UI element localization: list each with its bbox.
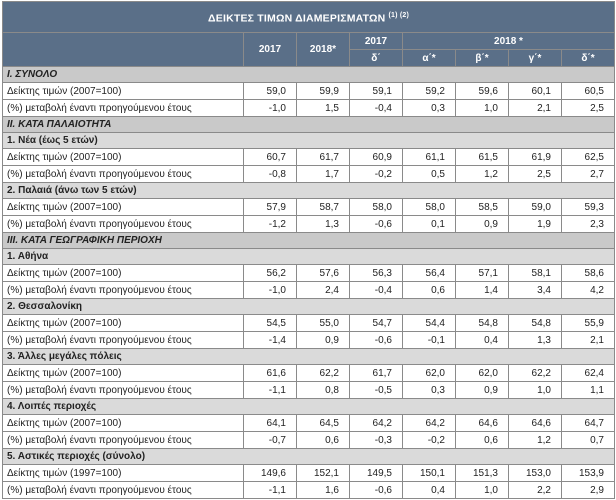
- table-row: [3, 432, 615, 449]
- value-cell: 64,5: [297, 415, 350, 432]
- value-cell: 3,4: [509, 282, 562, 299]
- value-cell: 58,7: [297, 199, 350, 216]
- value-cell: 0,3: [403, 382, 456, 399]
- value-cell: 61,7: [297, 149, 350, 166]
- value-cell: 1,0: [456, 482, 509, 499]
- row-label: Δείκτης τιμών (2007=100): [3, 415, 244, 432]
- value-cell: 54,4: [403, 315, 456, 332]
- value-cell: -1,2: [244, 216, 297, 233]
- table-row: [3, 332, 615, 349]
- apartment-price-index-table: [2, 1, 615, 499]
- value-cell: 55,0: [297, 315, 350, 332]
- header-blank: [3, 33, 244, 67]
- value-cell: -1,4: [244, 332, 297, 349]
- value-cell: 0,8: [297, 382, 350, 399]
- subsection-new: 1. Νέα (έως 5 ετών): [3, 133, 615, 149]
- table-row: [3, 216, 615, 233]
- title-footnote-ref: (1) (2): [388, 11, 409, 19]
- value-cell: -0,5: [350, 382, 403, 399]
- value-cell: 58,6: [562, 265, 615, 282]
- table-title-text: ΔΕΙΚΤΕΣ ΤΙΜΩΝ ΔΙΑΜΕΡΙΣΜΑΤΩΝ: [208, 12, 386, 25]
- value-cell: 2,1: [509, 100, 562, 117]
- value-cell: 54,7: [350, 315, 403, 332]
- col-q3-2018: γ΄*: [509, 50, 562, 67]
- value-cell: 61,9: [509, 149, 562, 166]
- value-cell: 64,2: [403, 415, 456, 432]
- value-cell: 58,0: [403, 199, 456, 216]
- value-cell: 1,0: [509, 382, 562, 399]
- row-label: (%) μεταβολή έναντι προηγούμενου έτους: [3, 382, 244, 399]
- value-cell: 2,7: [562, 166, 615, 183]
- col-2017: 2017: [244, 33, 297, 67]
- row-label: (%) μεταβολή έναντι προηγούμενου έτους: [3, 100, 244, 117]
- value-cell: 58,5: [456, 199, 509, 216]
- subsection-athens: 1. Αθήνα: [3, 249, 615, 265]
- col-q4-2017: δ΄: [350, 50, 403, 67]
- value-cell: 59,2: [403, 83, 456, 100]
- value-cell: -0,3: [350, 432, 403, 449]
- value-cell: 1,0: [456, 100, 509, 117]
- row-label: Δείκτης τιμών (2007=100): [3, 315, 244, 332]
- value-cell: 62,5: [562, 149, 615, 166]
- subsection-other-cities: 3. Άλλες μεγάλες πόλεις: [3, 349, 615, 365]
- value-cell: 60,9: [350, 149, 403, 166]
- row-label: (%) μεταβολή έναντι προηγούμενου έτους: [3, 332, 244, 349]
- value-cell: 64,7: [562, 415, 615, 432]
- value-cell: 62,4: [562, 365, 615, 382]
- table-row: [3, 465, 615, 482]
- col-q1-2018: α΄*: [403, 50, 456, 67]
- value-cell: 59,3: [562, 199, 615, 216]
- value-cell: 2,1: [562, 332, 615, 349]
- value-cell: 0,3: [403, 100, 456, 117]
- value-cell: 54,5: [244, 315, 297, 332]
- value-cell: 1,6: [297, 482, 350, 499]
- value-cell: 62,0: [456, 365, 509, 382]
- value-cell: -1,0: [244, 282, 297, 299]
- table-row: [3, 282, 615, 299]
- row-label: Δείκτης τιμών (2007=100): [3, 265, 244, 282]
- subsection-urban: 5. Αστικές περιοχές (σύνολο): [3, 449, 615, 465]
- table-row: [3, 382, 615, 399]
- value-cell: -0,6: [350, 332, 403, 349]
- section-total: I. ΣΥΝΟΛΟ: [3, 67, 615, 83]
- row-label: Δείκτης τιμών (2007=100): [3, 83, 244, 100]
- value-cell: 57,6: [297, 265, 350, 282]
- value-cell: 54,8: [456, 315, 509, 332]
- value-cell: 59,0: [244, 83, 297, 100]
- row-label: (%) μεταβολή έναντι προηγούμενου έτους: [3, 482, 244, 499]
- value-cell: 4,2: [562, 282, 615, 299]
- value-cell: 0,9: [456, 216, 509, 233]
- section-by-region: III. ΚΑΤΑ ΓΕΩΓΡΑΦΙΚΗ ΠΕΡΙΟΧΗ: [3, 233, 615, 249]
- value-cell: 1,1: [562, 382, 615, 399]
- value-cell: 2,9: [562, 482, 615, 499]
- table-row: [3, 265, 615, 282]
- price-index-table-wrapper: [2, 1, 614, 499]
- value-cell: 153,0: [509, 465, 562, 482]
- value-cell: -0,2: [350, 166, 403, 183]
- table-row: [3, 365, 615, 382]
- value-cell: 62,2: [509, 365, 562, 382]
- row-label: Δείκτης τιμών (2007=100): [3, 199, 244, 216]
- value-cell: -0,8: [244, 166, 297, 183]
- value-cell: 0,7: [562, 432, 615, 449]
- table-row: [3, 199, 615, 216]
- value-cell: -0,6: [350, 482, 403, 499]
- section-by-age: II. ΚΑΤΑ ΠΑΛΑΙΟΤΗΤΑ: [3, 117, 615, 133]
- value-cell: 149,6: [244, 465, 297, 482]
- value-cell: 1,9: [509, 216, 562, 233]
- row-label: Δείκτης τιμών (2007=100): [3, 365, 244, 382]
- value-cell: 62,0: [403, 365, 456, 382]
- value-cell: 56,4: [403, 265, 456, 282]
- col-2018-quarters: 2018 *: [403, 33, 615, 50]
- row-label: Δείκτης τιμών (2007=100): [3, 149, 244, 166]
- value-cell: 149,5: [350, 465, 403, 482]
- value-cell: 1,2: [456, 166, 509, 183]
- value-cell: 1,2: [509, 432, 562, 449]
- value-cell: 59,1: [350, 83, 403, 100]
- value-cell: 57,1: [456, 265, 509, 282]
- value-cell: -0,2: [403, 432, 456, 449]
- value-cell: 2,5: [562, 100, 615, 117]
- value-cell: 60,7: [244, 149, 297, 166]
- value-cell: 1,3: [509, 332, 562, 349]
- value-cell: -0,6: [350, 216, 403, 233]
- value-cell: 0,4: [403, 482, 456, 499]
- value-cell: 61,7: [350, 365, 403, 382]
- value-cell: 0,4: [456, 332, 509, 349]
- value-cell: 2,3: [562, 216, 615, 233]
- value-cell: 0,1: [403, 216, 456, 233]
- value-cell: 57,9: [244, 199, 297, 216]
- value-cell: 56,3: [350, 265, 403, 282]
- value-cell: 56,2: [244, 265, 297, 282]
- value-cell: 1,3: [297, 216, 350, 233]
- value-cell: 64,1: [244, 415, 297, 432]
- value-cell: 0,6: [456, 432, 509, 449]
- value-cell: 1,5: [297, 100, 350, 117]
- table-row: [3, 315, 615, 332]
- value-cell: 64,6: [456, 415, 509, 432]
- value-cell: 0,6: [403, 282, 456, 299]
- value-cell: 0,6: [297, 432, 350, 449]
- table-row: [3, 83, 615, 100]
- row-label: (%) μεταβολή έναντι προηγούμενου έτους: [3, 282, 244, 299]
- row-label: (%) μεταβολή έναντι προηγούμενου έτους: [3, 432, 244, 449]
- value-cell: 58,1: [509, 265, 562, 282]
- table-row: [3, 166, 615, 183]
- value-cell: 0,9: [456, 382, 509, 399]
- value-cell: 150,1: [403, 465, 456, 482]
- value-cell: 54,8: [509, 315, 562, 332]
- value-cell: 153,9: [562, 465, 615, 482]
- value-cell: 60,5: [562, 83, 615, 100]
- table-row: [3, 149, 615, 166]
- col-q2-2018: β΄*: [456, 50, 509, 67]
- col-2018: 2018*: [297, 33, 350, 67]
- value-cell: 61,6: [244, 365, 297, 382]
- value-cell: -1,0: [244, 100, 297, 117]
- subsection-old: 2. Παλαιά (άνω των 5 ετών): [3, 183, 615, 199]
- value-cell: -0,1: [403, 332, 456, 349]
- row-label: (%) μεταβολή έναντι προηγούμενου έτους: [3, 216, 244, 233]
- table-row: [3, 415, 615, 432]
- value-cell: 2,2: [509, 482, 562, 499]
- value-cell: -0,4: [350, 282, 403, 299]
- row-label: Δείκτης τιμών (1997=100): [3, 465, 244, 482]
- row-label: (%) μεταβολή έναντι προηγούμενου έτους: [3, 166, 244, 183]
- value-cell: 61,1: [403, 149, 456, 166]
- value-cell: 0,9: [297, 332, 350, 349]
- value-cell: 60,1: [509, 83, 562, 100]
- value-cell: 58,0: [350, 199, 403, 216]
- value-cell: 55,9: [562, 315, 615, 332]
- col-q4-2018: δ΄*: [562, 50, 615, 67]
- value-cell: -1,1: [244, 482, 297, 499]
- value-cell: -0,4: [350, 100, 403, 117]
- subsection-thessaloniki: 2. Θεσσαλονίκη: [3, 299, 615, 315]
- value-cell: 59,6: [456, 83, 509, 100]
- table-row: [3, 100, 615, 117]
- value-cell: 64,2: [350, 415, 403, 432]
- value-cell: 61,5: [456, 149, 509, 166]
- value-cell: 2,5: [509, 166, 562, 183]
- value-cell: 64,6: [509, 415, 562, 432]
- value-cell: 1,4: [456, 282, 509, 299]
- value-cell: 59,9: [297, 83, 350, 100]
- value-cell: 1,7: [297, 166, 350, 183]
- value-cell: -1,1: [244, 382, 297, 399]
- value-cell: 2,4: [297, 282, 350, 299]
- value-cell: 151,3: [456, 465, 509, 482]
- value-cell: 59,0: [509, 199, 562, 216]
- table-row: [3, 482, 615, 499]
- value-cell: 152,1: [297, 465, 350, 482]
- col-2017-quarter: 2017: [350, 33, 403, 50]
- subsection-rest: 4. Λοιπές περιοχές: [3, 399, 615, 415]
- value-cell: 0,5: [403, 166, 456, 183]
- value-cell: -0,7: [244, 432, 297, 449]
- value-cell: 62,2: [297, 365, 350, 382]
- table-title: [3, 2, 615, 33]
